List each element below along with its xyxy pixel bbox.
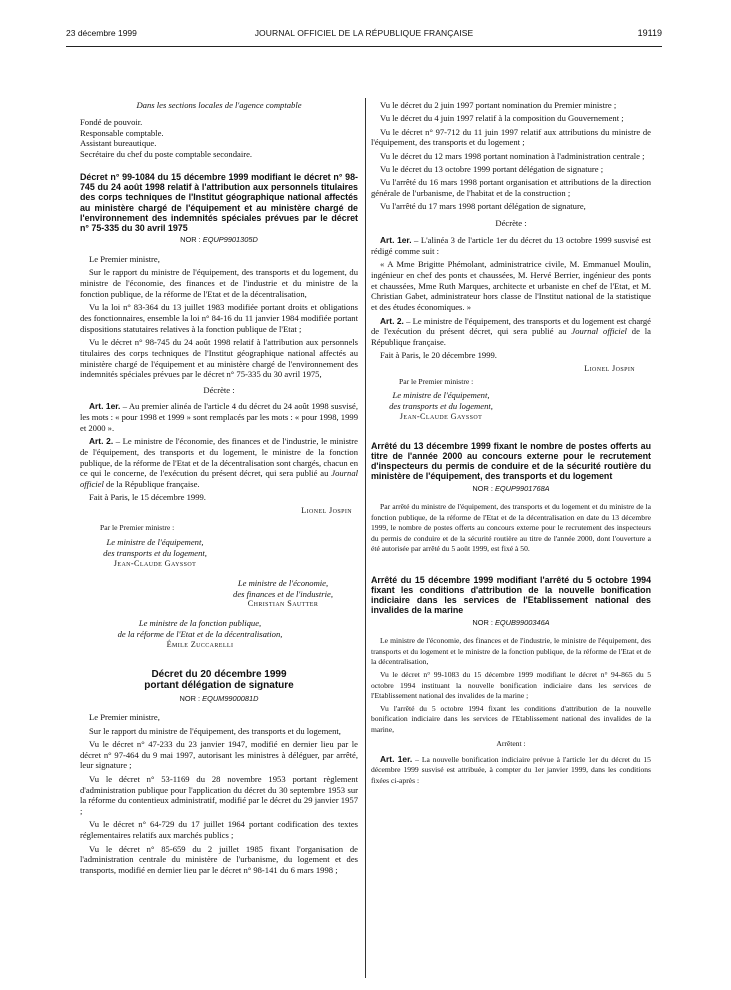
decree1-recital: Vu la loi n° 83-364 du 13 juillet 1983 modifiée portant droits et obligations des fonctionnaires, ensemble la loi n° 84-16 du 11 janvier 1984 modifiée portant dispositions statutaires relatives à la fonction publique de l'Etat ; (80, 302, 358, 334)
decree1-recital: Sur le rapport du ministre de l'équipement, des transports et du logement, du ministre de l'économie, des finances et de l'industrie et du ministre de la fonction publique, de la réforme de l'Etat et de la décentralisation, (80, 267, 358, 299)
article-label: Art. 2. (89, 435, 114, 446)
decree2-recital: Vu le décret n° 53-1169 du 28 novembre 1953 portant règlement d'administration publique pour l'application du décret du 30 septembre 1953 sur la réforme du contentieux administratif, modifié par le décret du 29 janvier 1957 ; (80, 773, 358, 817)
decree1-nor (80, 235, 358, 246)
decree2-recital: Vu le décret n° 97-712 du 11 juin 1997 relatif aux attributions du ministre de l'équipement, des transports et du logement ; (371, 126, 651, 148)
arrete2-recital: Vu le décret n° 99-1083 du 15 décembre 1999 modifiant le décret n° 94-865 du 5 octobre 1994 instituant la nouvelle bonification indiciaire dans les services de l'Etablissement national des invalides de la marine ; (371, 670, 651, 700)
decree2-recital: Vu l'arrêté du 16 mars 1998 portant organisation et attributions de la direction générale de l'urbanisme, de l'habitat et de la construction ; (371, 177, 651, 199)
nor-label: NOR : (179, 693, 201, 703)
arrete2-recital: Vu l'arrêté du 5 octobre 1994 fixant les conditions d'attribution de la nouvelle bonification indiciaire dans les services de l'Etablissement national des invalides de la marine, (371, 703, 651, 734)
decree1-opening: Le Premier ministre, (89, 254, 160, 264)
decree1-recital: Vu le décret n° 98-745 du 24 août 1998 relatif à l'attribution aux personnels titulaires des corps techniques de l'Institut géographique national affectés au ministère chargé de l'équipement et au ministère chargé de l'environnement des indemnités spéciales prévues par le décret n° 75-335 du 30 avril 1975, (80, 337, 358, 380)
column-divider (365, 98, 366, 978)
article-text: – La nouvelle bonification indiciaire prévue à l'article 1er du décret du 15 décembre 1999 susvisé est attribuée, à compter du 1er janvier 1999, dans les conditions fixées ci-après : (371, 754, 651, 785)
decree2-title (80, 669, 358, 692)
decree2-signatory: Lionel Jospin (584, 363, 635, 373)
decree1-par-pm: Par le Premier ministre : (100, 522, 175, 532)
header-page-number: 19119 (637, 28, 662, 38)
decree2-title-line: Décret du 20 décembre 1999 (151, 668, 287, 680)
nor-code: EQUM9900081D (202, 693, 259, 703)
decree2-decrete: Décrète : (495, 218, 527, 229)
journal-officiel-ref: Journal officiel (571, 326, 627, 337)
arrete2-article-1 (371, 754, 651, 786)
header-date: 23 décembre 1999 (66, 28, 137, 38)
decree2-recital: Vu le décret n° 85-659 du 2 juillet 1985 fixant l'organisation de l'administration centrale du ministère de l'urbanisme, du logement et des transports, modifié en dernier lieu par le décret n° 98-141 du 6 mars 1998 ; (80, 843, 358, 876)
article-label: Art. 1er. (89, 401, 121, 412)
minister-title: Le ministre de l'équipement, (392, 390, 490, 401)
article-label: Art. 2. (380, 315, 404, 326)
minister-title: Le ministre de l'économie, (237, 577, 329, 588)
article-text: – Le ministre de l'équipement, des transports et du logement est chargé de l'exécution du présent décret, qui sera publié au (371, 315, 651, 337)
nor-code: EQUP9901305D (202, 235, 258, 245)
article-text-end: de la République française. (371, 326, 651, 348)
minister-name: Christian Sautter (247, 599, 319, 609)
arrete2-arretent: Arrêtent : (496, 739, 526, 749)
minister-name: Jean-Claude Gayssot (399, 411, 483, 421)
article-text: – L'alinéa 3 de l'article 1er du décret du 13 octobre 1999 susvisé est rédigé comme suit : (371, 234, 651, 256)
arrete1-nor (371, 484, 651, 495)
minister-title: des finances et de l'industrie, (233, 588, 333, 599)
decree2-recital: Vu le décret du 12 mars 1998 portant nomination à l'administration centrale ; (380, 150, 645, 161)
decree1-minister-1 (80, 537, 230, 569)
minister-title: Le ministre de l'équipement, (106, 537, 204, 548)
decree2-recital: Vu le décret du 2 juin 1997 portant nomination du Premier ministre ; (380, 100, 617, 110)
decree1-title: Décret n° 99-1084 du 15 décembre 1999 modifiant le décret n° 98-745 du 24 août 1998 relatif à l'attribution aux personnels titulaires des corps techniques de l'Institut géographique national affectés au ministère chargé de l'équipement et au ministère chargé de l'environnement des indemnités spéciales prévues par le décret n° 75-335 du 30 avril 1975 (80, 171, 358, 233)
list-item: Assistant bureautique. (80, 138, 157, 149)
decree1-article-2 (80, 436, 358, 490)
left-column (80, 100, 358, 878)
decree1-article-1 (80, 401, 358, 433)
decree1-decrete: Décrète : (203, 385, 235, 396)
decree1-signatory: Lionel Jospin (301, 505, 352, 515)
header-rule (66, 46, 662, 47)
journal-officiel-ref: Journal officiel (80, 468, 358, 490)
decree1-minister-2 (208, 578, 358, 610)
decree2-article-2 (371, 316, 651, 348)
decree2-opening: Le Premier ministre, (89, 712, 160, 723)
arrete2-recital: Le ministre de l'économie, des finances et de l'industrie, le ministre de l'équipement, des transports et du logement et le ministre de la fonction publique, de la réforme de l'Etat et de la décentralisation, (371, 636, 651, 667)
minister-name: Jean-Claude Gayssot (113, 558, 197, 568)
article-text: – Le ministre de l'économie, des finances et de l'industrie, le ministre de l'équipement, des transports et du logement, le ministre de la fonction publique, de la réforme de l'Etat et de la décentralisation sont chargés, chacun en ce qui le concerne, de l'exécution du présent décret, qui sera publié au (80, 435, 358, 479)
list-item: Responsable comptable. (80, 127, 164, 138)
decree2-recital: Vu le décret n° 47-233 du 23 janvier 1947, modifié en dernier lieu par le décret n° 97-464 du 9 mai 1997, autorisant les ministres à déléguer, par arrêté, leur signature ; (80, 738, 358, 771)
decree2-article-1 (371, 235, 651, 257)
nor-code: EQUB9900346A (494, 617, 550, 627)
arrete1-title: Arrêté du 13 décembre 1999 fixant le nombre de postes offerts au titre de l'année 2000 au concours externe pour le recrutement d'inspecteurs du permis de conduire et de la sécurité routière du ministère de l'équipement, des transports et du logement (371, 440, 651, 482)
nor-label: NOR : (472, 483, 493, 493)
decree2-title-line: portant délégation de signature (144, 680, 294, 691)
decree2-recital: Vu le décret du 13 octobre 1999 portant délégation de signature ; (380, 163, 604, 174)
minister-title: de la réforme de l'Etat et de la décentralisation, (117, 628, 283, 639)
minister-title: Le ministre de la fonction publique, (138, 618, 262, 629)
list-item: Secrétaire du chef du poste comptable secondaire. (80, 149, 253, 160)
arrete2-title: Arrêté du 15 décembre 1999 modifiant l'arrêté du 5 octobre 1994 fixant les conditions d'attribution de la nouvelle bonification indiciaire dans les services de l'Etablissement national des invalides de la marine (371, 574, 651, 616)
right-column (371, 100, 651, 789)
article-label: Art. 1er. (380, 753, 413, 764)
list-item: Fondé de pouvoir. (80, 116, 143, 127)
minister-title: des transports et du logement, (103, 548, 207, 559)
section-heading: Dans les sections locales de l'agence comptable (136, 100, 302, 110)
arrete1-body: Par arrêté du ministre de l'équipement, des transports et du logement et du ministre de la fonction publique, de la réforme de l'Etat et de la décentralisation en date du 13 décembre 1999, le nombre de postes offerts au concours externe pour le recrutement des inspecteurs du permis de conduire et de la sécurité routière au titre de l'année 2000, dont l'ouverture a été autorisée par arrêté du 5 août 1999, est fixé à 50. (371, 502, 651, 553)
arrete2-nor (371, 618, 651, 629)
nor-label: NOR : (472, 617, 493, 627)
decree2-done: Fait à Paris, le 20 décembre 1999. (380, 350, 497, 361)
minister-title: des transports et du logement, (389, 401, 493, 412)
minister-name: Émile Zuccarelli (166, 639, 234, 649)
decree2-recital: Sur le rapport du ministre de l'équipement, des transports et du logement, (89, 725, 341, 736)
decree2-article-1-quote: « A Mme Brigitte Phémolant, administratrice civile, M. Emmanuel Moulin, ingénieur en chef des ponts et chaussées, M. Hervé Berrier, ingénieur des ponts et chaussées, Mme Ruth Marques, architecte et urbaniste en chef de l'Etat, et M. Christian Gabet, administrateur hors classe de l'Institut national de la statistique et des études économiques. » (371, 259, 651, 313)
article-text: – Au premier alinéa de l'article 4 du décret du 24 août 1998 susvisé, les mots : « pour 1998 et 1999 » sont remplacés par les mots : « pour 1998, 1999 et 2000 ». (80, 401, 358, 433)
nor-code: EQUP9901768A (494, 483, 550, 493)
article-text-end: de la République française. (103, 479, 200, 490)
decree2-recital: Vu le décret du 4 juin 1997 relatif à la composition du Gouvernement ; (380, 113, 624, 124)
decree2-nor (80, 694, 358, 705)
decree2-par-pm: Par le Premier ministre : (399, 376, 474, 386)
decree2-recital: Vu le décret n° 64-729 du 17 juillet 1964 portant codification des textes réglementaires relatifs aux marchés publics ; (80, 819, 358, 841)
decree1-done: Fait à Paris, le 15 décembre 1999. (89, 492, 206, 503)
decree2-minister (371, 390, 511, 422)
section-list (80, 117, 358, 160)
decree2-recital: Vu l'arrêté du 17 mars 1998 portant délégation de signature, (380, 201, 586, 212)
header-journal-title: JOURNAL OFFICIEL DE LA RÉPUBLIQUE FRANÇAISE (254, 28, 474, 38)
nor-label: NOR : (180, 235, 201, 245)
decree1-minister-3 (80, 618, 320, 650)
article-label: Art. 1er. (380, 234, 412, 245)
page-header (66, 28, 662, 42)
